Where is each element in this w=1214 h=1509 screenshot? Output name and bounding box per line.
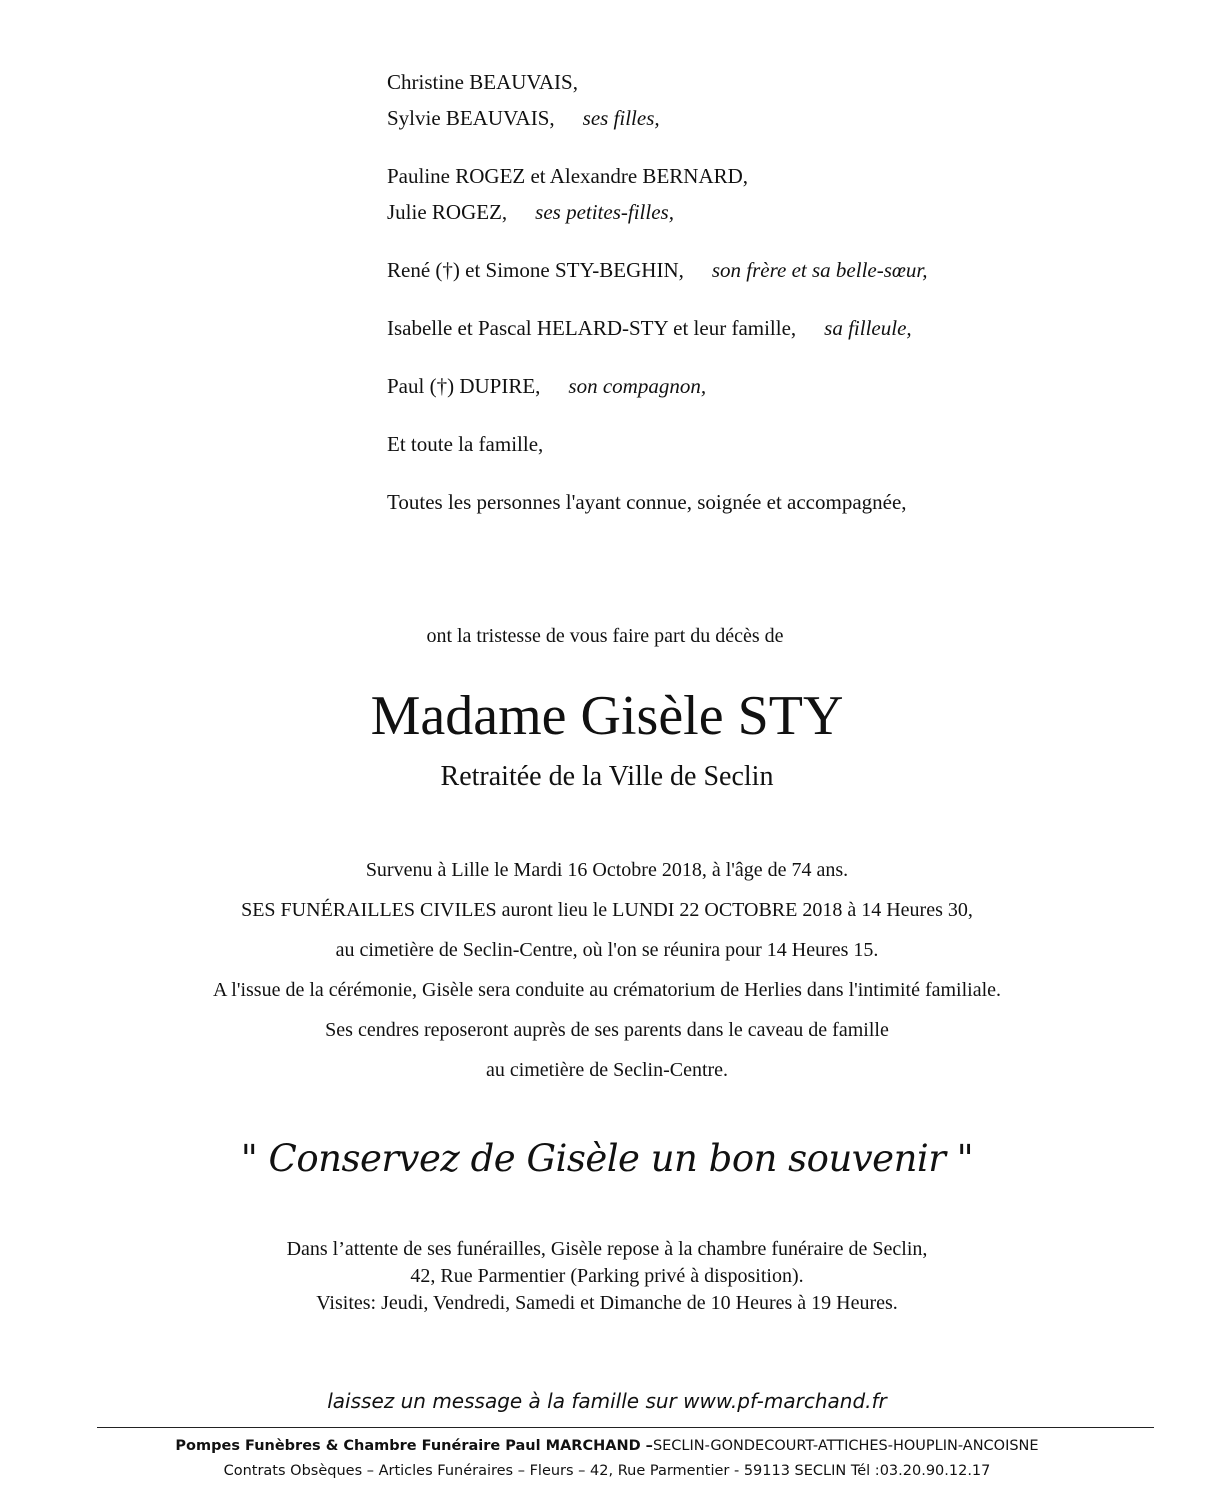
memorial-quote: " Conservez de Gisèle un bon souvenir " (240, 1137, 974, 1180)
deceased-title: Retraitée de la Ville de Seclin (440, 761, 774, 792)
deceased-name: Madame Gisèle STY (370, 685, 844, 747)
family-line: Sylvie BEAUVAIS, ses filles, (387, 106, 660, 130)
funeral-details (0, 850, 1214, 1090)
family-role: son frère et sa belle-sœur, (711, 258, 928, 282)
detail-line: SES FUNÉRAILLES CIVILES auront lieu le LUNDI 22 OCTOBRE 2018 à 14 Heures 30, (241, 899, 973, 921)
family-line: Toutes les personnes l'ayant connue, soignée et accompagnée, (387, 490, 907, 514)
family-role: sa filleule, (824, 316, 912, 340)
family-line: René (†) et Simone STY-BEGHIN, son frère et sa belle-sœur, (387, 258, 928, 282)
detail-line: Ses cendres reposeront auprès de ses parents dans le caveau de famille (325, 1019, 889, 1041)
footer (0, 1434, 1214, 1484)
detail-line: au cimetière de Seclin-Centre. (485, 1059, 729, 1081)
family-line: Isabelle et Pascal HELARD-STY et leur famille, sa filleule, (387, 316, 912, 340)
detail-line: Survenu à Lille le Mardi 16 Octobre 2018, à l'âge de 74 ans. (365, 859, 849, 881)
family-role: ses petites-filles, (535, 200, 674, 224)
visit-line: Dans l’attente de ses funérailles, Gisèle repose à la chambre funéraire de Seclin, (286, 1238, 928, 1260)
company-locations: SECLIN-GONDECOURT-ATTICHES-HOUPLIN-ANCOISNE (652, 1438, 1039, 1454)
footer-company-line (0, 1434, 1214, 1459)
company-name: Pompes Funèbres & Chambre Funéraire Paul MARCHAND – (175, 1438, 653, 1454)
message-link[interactable]: laissez un message à la famille sur www.pf-marchand.fr (327, 1389, 887, 1413)
footer-services: Contrats Obsèques – Articles Funéraires – Fleurs – 42, Rue Parmentier - 59113 SECLIN Tél :03.20.90.12.17 (223, 1463, 991, 1479)
visit-line: 42, Rue Parmentier (Parking privé à disposition). (410, 1265, 804, 1287)
visit-line: Visites: Jeudi, Vendredi, Samedi et Dimanche de 10 Heures à 19 Heures. (316, 1292, 898, 1314)
footer-divider (97, 1427, 1154, 1428)
family-line: Christine BEAUVAIS, (387, 70, 578, 94)
family-line: Pauline ROGEZ et Alexandre BERNARD, (387, 164, 749, 188)
announcement-intro: ont la tristesse de vous faire part du décès de (426, 625, 784, 647)
detail-line: au cimetière de Seclin-Centre, où l'on se réunira pour 14 Heures 15. (335, 939, 879, 961)
family-line: Et toute la famille, (387, 432, 544, 456)
family-role: ses filles, (582, 106, 660, 130)
family-line: Julie ROGEZ, ses petites-filles, (387, 200, 674, 224)
family-line: Paul (†) DUPIRE, son compagnon, (387, 374, 707, 398)
visitation-info (0, 1236, 1214, 1317)
family-list (387, 64, 928, 520)
detail-line: A l'issue de la cérémonie, Gisèle sera conduite au crématorium de Herlies dans l'intimité familiale. (212, 979, 1002, 1001)
family-role: son compagnon, (568, 374, 707, 398)
